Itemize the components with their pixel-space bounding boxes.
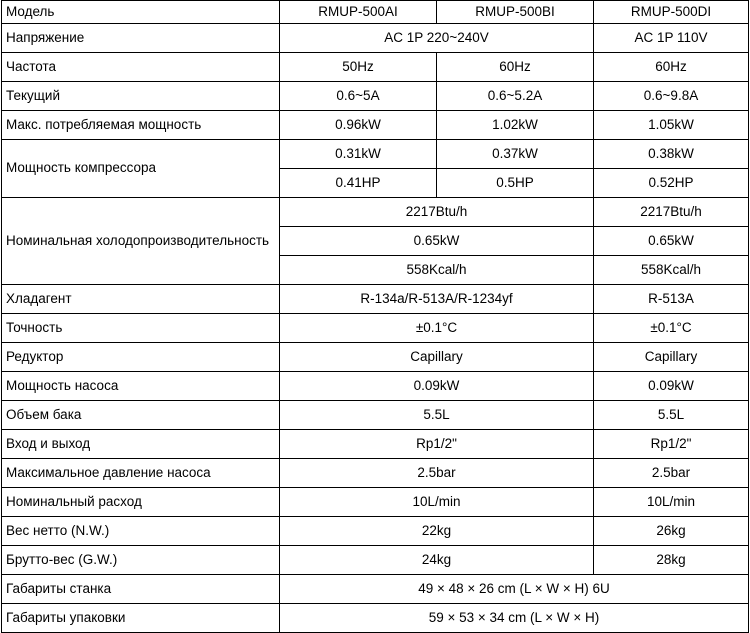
value-cell: 0.37kW [437, 139, 594, 168]
table-row [2, 197, 749, 226]
value-cell: 2.5bar [280, 458, 594, 487]
value-cell: 0.41HP [280, 168, 437, 197]
table-row [2, 516, 749, 545]
row-label-cell: Брутто-вес (G.W.) [2, 545, 280, 574]
header-label-cell: Модель [2, 1, 280, 24]
value-cell: 0.6~5A [280, 81, 437, 110]
row-label-cell: Максимальное давление насоса [2, 458, 280, 487]
value-cell: ±0.1°C [280, 313, 594, 342]
row-label-cell: Текущий [2, 81, 280, 110]
value-cell: 49 × 48 × 26 cm (L × W × H) 6U [280, 574, 749, 603]
table-row [2, 313, 749, 342]
value-cell: 2.5bar [594, 458, 749, 487]
row-label-cell: Редуктор [2, 342, 280, 371]
row-label-cell: Габариты упаковки [2, 603, 280, 632]
value-cell: 50Hz [280, 52, 437, 81]
table-row [2, 574, 749, 603]
row-label-cell: Вход и выход [2, 429, 280, 458]
table-row [2, 110, 749, 139]
value-cell: 10L/min [280, 487, 594, 516]
model-header-cell: RMUP-500AI [280, 1, 437, 24]
value-cell: 0.09kW [594, 371, 749, 400]
value-cell: Capillary [594, 342, 749, 371]
table-row [2, 284, 749, 313]
row-label-cell: Вес нетто (N.W.) [2, 516, 280, 545]
table-row [2, 342, 749, 371]
row-label-cell: Мощность компрессора [2, 139, 280, 197]
table-row [2, 458, 749, 487]
value-cell: 0.6~9.8A [594, 81, 749, 110]
specifications-table [1, 0, 749, 633]
table-row [2, 81, 749, 110]
value-cell: 2217Btu/h [594, 197, 749, 226]
row-label-cell: Номинальная холодопроизводительность [2, 197, 280, 284]
value-cell: 0.52HP [594, 168, 749, 197]
value-cell: AC 1P 220~240V [280, 23, 594, 52]
value-cell: 60Hz [594, 52, 749, 81]
table-row [2, 400, 749, 429]
table-header-row [2, 1, 749, 24]
value-cell: 2217Btu/h [280, 197, 594, 226]
value-cell: 5.5L [280, 400, 594, 429]
model-header-cell: RMUP-500DI [594, 1, 749, 24]
row-label-cell: Частота [2, 52, 280, 81]
row-label-cell: Номинальный расход [2, 487, 280, 516]
value-cell: R-134a/R-513A/R-1234yf [280, 284, 594, 313]
table-row [2, 371, 749, 400]
row-label-cell: Точность [2, 313, 280, 342]
value-cell: 60Hz [437, 52, 594, 81]
value-cell: 10L/min [594, 487, 749, 516]
value-cell: 22kg [280, 516, 594, 545]
value-cell: 1.05kW [594, 110, 749, 139]
value-cell: 558Kcal/h [280, 255, 594, 284]
value-cell: 0.09kW [280, 371, 594, 400]
value-cell: 1.02kW [437, 110, 594, 139]
value-cell: AC 1P 110V [594, 23, 749, 52]
row-label-cell: Габариты станка [2, 574, 280, 603]
table-row [2, 603, 749, 632]
value-cell: Capillary [280, 342, 594, 371]
value-cell: 0.31kW [280, 139, 437, 168]
table-row [2, 429, 749, 458]
value-cell: 0.96kW [280, 110, 437, 139]
value-cell: 0.6~5.2A [437, 81, 594, 110]
table-row [2, 23, 749, 52]
value-cell: 558Kcal/h [594, 255, 749, 284]
value-cell: 28kg [594, 545, 749, 574]
value-cell: Rp1/2" [280, 429, 594, 458]
row-label-cell: Хладагент [2, 284, 280, 313]
value-cell: 24kg [280, 545, 594, 574]
value-cell: 0.5HP [437, 168, 594, 197]
table-row [2, 545, 749, 574]
table-row [2, 139, 749, 168]
value-cell: 59 × 53 × 34 cm (L × W × H) [280, 603, 749, 632]
model-header-cell: RMUP-500BI [437, 1, 594, 24]
value-cell: 0.38kW [594, 139, 749, 168]
row-label-cell: Напряжение [2, 23, 280, 52]
row-label-cell: Объем бака [2, 400, 280, 429]
value-cell: 0.65kW [280, 226, 594, 255]
value-cell: 26kg [594, 516, 749, 545]
row-label-cell: Мощность насоса [2, 371, 280, 400]
value-cell: Rp1/2" [594, 429, 749, 458]
value-cell: 0.65kW [594, 226, 749, 255]
value-cell: ±0.1°C [594, 313, 749, 342]
value-cell: R-513A [594, 284, 749, 313]
value-cell: 5.5L [594, 400, 749, 429]
row-label-cell: Макс. потребляемая мощность [2, 110, 280, 139]
table-row [2, 52, 749, 81]
